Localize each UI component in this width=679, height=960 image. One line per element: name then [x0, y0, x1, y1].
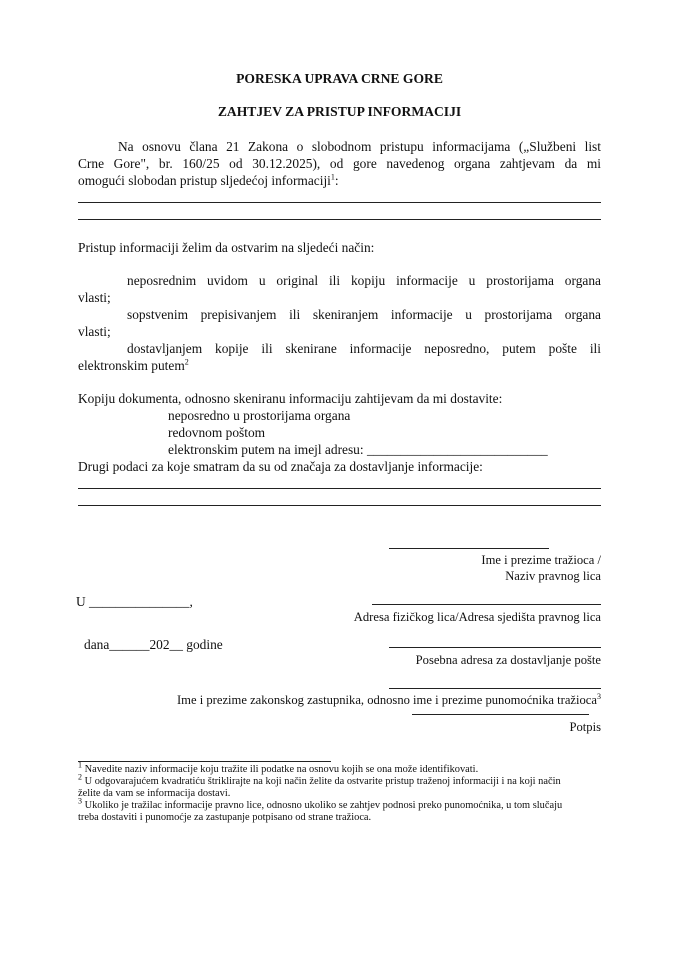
intro-line-2 [78, 156, 601, 172]
info-field-line-2[interactable] [78, 219, 601, 220]
footnote-ref-2: 2 [184, 357, 189, 367]
address-label: Adresa fizičkog lica/Adresa sjedišta pravnog lica [353, 610, 601, 624]
footnote-ref-1: 1 [330, 172, 335, 182]
other-info-line-1[interactable] [78, 488, 601, 489]
delivery-option-post[interactable]: redovnom poštom [168, 425, 266, 440]
form-title: ZAHTJEV ZA PRISTUP INFORMACIJI [217, 104, 462, 119]
access-option-2-text: sopstvenim prepisivanjem ili skeniranjem informacije u prostorijama organa [127, 307, 601, 322]
other-info-line-2[interactable] [78, 505, 601, 506]
address-line[interactable] [372, 604, 601, 605]
intro-line-3-end: : [334, 173, 339, 188]
date-field[interactable]: dana______202__ godine [84, 637, 223, 652]
footnote-1-number: 1 [78, 760, 82, 770]
access-option-3-line-2 [78, 358, 189, 374]
footnote-2-text: U odgovarajućem kvadratiću štriklirajte na koji način želite da ostvarite pristup traženoj informaciji i na koji način [82, 776, 561, 787]
footnote-separator [78, 761, 331, 762]
signature-label: Potpis [569, 720, 601, 734]
other-info-heading: Drugi podaci za koje smatram da su od značaja za dostavljanje informacije: [78, 459, 483, 474]
organization-name: PORESKA UPRAVA CRNE GORE [236, 71, 443, 86]
footnote-3-text: Ukoliko je tražilac informacije pravno lice, odnosno ukoliko se zahtjev podnosi preko punomoćnika, u tom slučaju [82, 800, 563, 811]
access-option-3-text: dostavljanjem kopije ili skenirane informacije neposredno, putem pošte ili [127, 341, 601, 356]
footnote-ref-3: 3 [597, 691, 601, 701]
access-option-3-text-2: elektronskim putem [78, 358, 185, 373]
requester-name-label: Ime i prezime tražioca / [481, 553, 601, 567]
access-option-1-line-2: vlasti; [78, 290, 111, 305]
representative-label [177, 692, 601, 708]
intro-line-3-text: omogući slobodan pristup sljedećoj informaciji [78, 173, 331, 188]
access-option-1-line-1[interactable] [127, 273, 601, 289]
access-heading: Pristup informaciji želim da ostvarim na sljedeći način: [78, 240, 375, 255]
intro-line-1 [118, 139, 601, 155]
access-option-1-text: neposrednim uvidom u original ili kopiju informacije u prostorijama organa [127, 273, 601, 288]
delivery-option-in-person[interactable]: neposredno u prostorijama organa [168, 408, 351, 423]
representative-line[interactable] [389, 688, 601, 689]
footnote-1 [78, 760, 479, 776]
delivery-option-email[interactable]: elektronskim putem na imejl adresu: ___________________________ [168, 442, 548, 457]
postal-address-line[interactable] [389, 647, 601, 648]
delivery-heading: Kopiju dokumenta, odnosno skeniranu informaciju zahtijevam da mi dostavite: [78, 391, 503, 406]
legal-entity-label: Naziv pravnog lica [505, 569, 601, 583]
access-option-2-line-1[interactable] [127, 307, 601, 323]
footnote-3-number: 3 [78, 796, 82, 806]
footnote-3-line-2: treba dostaviti i punomoćje za zastupanje potpisano od strane tražioca. [78, 812, 372, 823]
postal-address-label: Posebna adresa za dostavljanje pošte [415, 653, 601, 667]
requester-name-line[interactable] [389, 548, 549, 549]
footnote-2-line-2: želite da vam se informacija dostavi. [78, 788, 231, 799]
place-field[interactable]: U _______________, [76, 594, 193, 609]
representative-label-text: Ime i prezime zakonskog zastupnika, odnosno ime i prezime punomoćnika tražioca [176, 693, 597, 707]
signature-line[interactable] [412, 714, 589, 715]
info-field-line-1[interactable] [78, 202, 601, 203]
footnote-1-text: Navedite naziv informacije koju tražite ili podatke na osnovu kojih se ona može identifikovati. [82, 764, 479, 775]
intro-line-3 [78, 173, 339, 189]
access-option-2-line-2: vlasti; [78, 324, 111, 339]
access-option-3-line-1[interactable] [127, 341, 601, 357]
intro-line-2-text: Crne Gore", br. 160/25 od 30.12.2025), od gore navedenog organa zahtjevam da mi [78, 156, 601, 171]
intro-line-1-text: Na osnovu člana 21 Zakona o slobodnom pristupu informacijama („Službeni list [118, 139, 601, 154]
footnote-2-number: 2 [78, 772, 82, 782]
footnote-2-line-1 [78, 772, 561, 788]
footnote-3-line-1 [78, 796, 563, 812]
